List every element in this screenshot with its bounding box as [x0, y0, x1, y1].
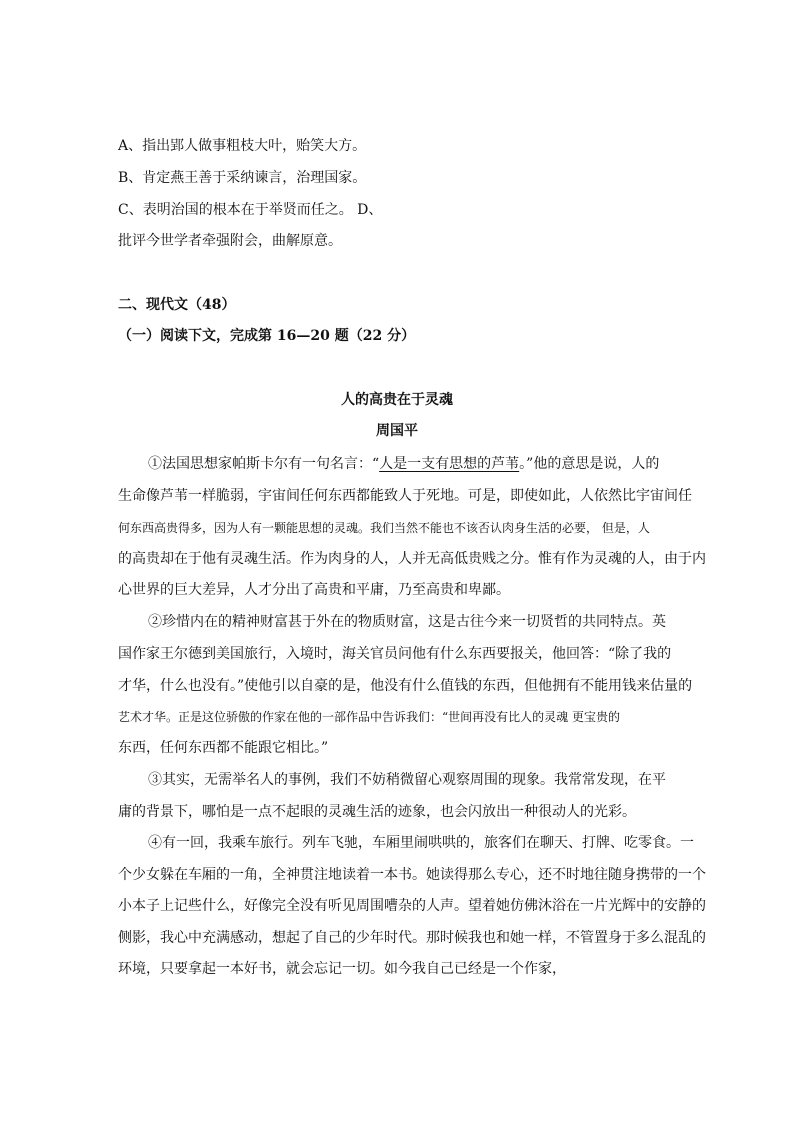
paragraph-4-line-2: 个少女躲在车厢的一角，全神贯注地读着一本书。她读得那么专心，还不时地往随身携带的一个 — [118, 867, 706, 883]
paragraph-3-line-2: 庸的背景下，哪怕是一点不起眼的灵魂生活的迹象，也会闪放出一种很动人的光彩。 — [118, 804, 636, 820]
paragraph-1-line-5: 心世界的巨大差异，人才分出了高贵和平庸，乃至高贵和卑鄙。 — [118, 582, 510, 598]
option-d: 批评今世学者牵强附会，曲解原意。 — [118, 233, 342, 249]
option-c: C、表明治国的根本在于举贤而任之。 D、 — [118, 202, 383, 218]
article-author: 周国平 — [376, 423, 418, 439]
option-a: A、指出郢人做事粗枝大叶，贻笑大方。 — [118, 138, 367, 154]
paragraph-1-line-2: 生命像芦苇一样脆弱，宇宙间任何东西都能致人于死地。可是，即使如此，人依然比宇宙间任 — [118, 488, 692, 504]
paragraph-2-line-4: 艺术才华。正是这位骄傲的作家在他的一部作品中告诉我们：“世间再没有比人的灵魂 更宝贵的 — [118, 710, 620, 724]
paragraph-2-line-3: 才华，什么也没有。”使他引以自豪的是，他没有什么值钱的东西，但他拥有不能用钱来估量的 — [118, 678, 693, 694]
paragraph-4-line-3: 小本子上记些什么，好像完全没有听见周围嘈杂的人声。望着她仿佛沐浴在一片光辉中的安静的 — [118, 898, 706, 914]
paragraph-4-line-1: ④有一回，我乘车旅行。列车飞驰，车厢里闹哄哄的，旅客们在聊天、打牌、吃零食。一 — [148, 835, 694, 851]
paragraph-1-line-1 — [148, 455, 659, 473]
underlined-quote: 人是一支有思想的芦苇 — [379, 456, 520, 472]
section-heading: 二、现代文（48） — [118, 297, 236, 313]
article-title: 人的高贵在于灵魂 — [341, 392, 453, 408]
paragraph-2-line-1: ②珍惜内在的精神财富甚于外在的物质财富，这是古往今来一切贤哲的共同特点。英 — [148, 614, 666, 630]
option-b: B、肯定燕王善于采纳谏言，治理国家。 — [118, 170, 367, 186]
quote-lead: ①法国思想家帕斯卡尔有一句名言：“ — [148, 456, 380, 472]
quote-tail: 。”他的意思是说，人的 — [519, 456, 660, 472]
paragraph-3-line-1: ③其实，无需举名人的事例，我们不妨稍微留心观察周围的现象。我常常发现，在平 — [148, 772, 666, 788]
paragraph-1-line-4: 的高贵却在于他有灵魂生活。作为肉身的人，人并无高低贵贱之分。惟有作为灵魂的人，由于内 — [118, 551, 706, 567]
paragraph-4-line-5: 环境，只要拿起一本好书，就会忘记一切。如今我自己已经是一个作家， — [118, 961, 566, 977]
paragraph-1-line-3: 何东西高贵得多，因为人有一颗能思想的灵魂。我们当然不能也不该否认肉身生活的必要， 但是，人 — [118, 521, 650, 535]
paragraph-2-line-2: 国作家王尔德到美国旅行，入境时，海关官员问他有什么东西要报关，他回答：“除了我的 — [118, 646, 672, 662]
paragraph-4-line-4: 侧影，我心中充满感动，想起了自己的少年时代。那时候我也和她一样，不管置身于多么混乱的 — [118, 930, 706, 946]
section-subheading: （一）阅读下文，完成第 16—20 题（22 分） — [118, 328, 416, 344]
paragraph-2-line-5: 东西，任何东西都不能跟它相比。” — [118, 740, 329, 756]
